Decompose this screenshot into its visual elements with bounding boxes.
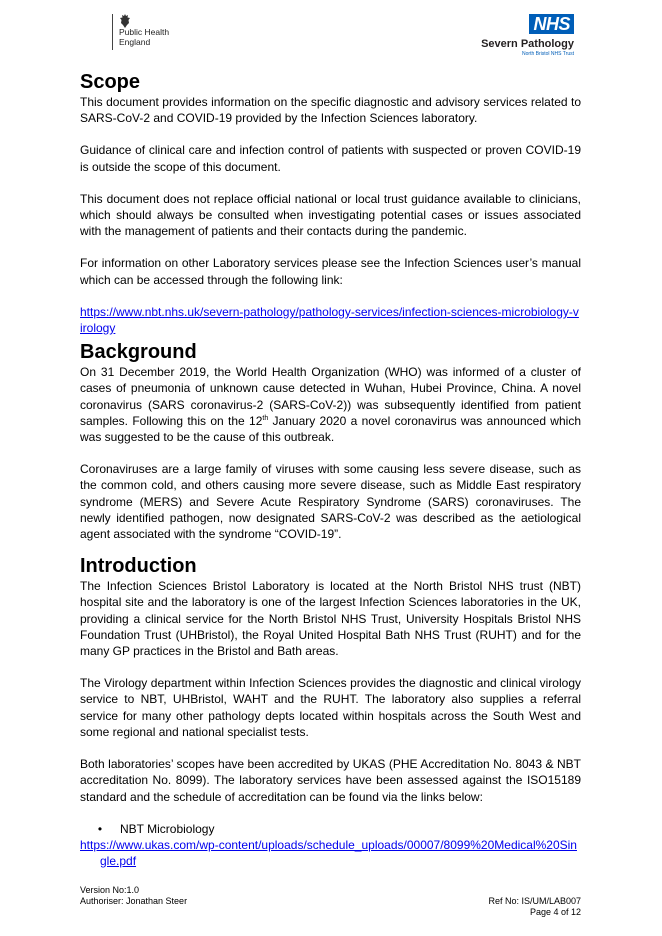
introduction-paragraph-2: The Virology department within Infection Sciences provides the diagnostic and clinical virology service to NBT, UHBristol, WAHT and the RUHT. The laboratory also supplies a referral service for many other pathology depts located within hospitals across the South West and some regional and national specialist tests. bbox=[80, 676, 581, 739]
phe-name-line2: England bbox=[119, 36, 151, 47]
reference-number: Ref No: IS/UM/LAB007 bbox=[488, 896, 581, 906]
phe-logo bbox=[112, 14, 169, 52]
introduction-heading: Introduction bbox=[80, 555, 197, 578]
scope-paragraph-4: For information on other Laboratory services please see the Infection Sciences user’s manual which can be accessed through the following link: bbox=[80, 256, 581, 287]
scope-heading: Scope bbox=[80, 71, 141, 93]
page-footer bbox=[80, 885, 581, 917]
introduction-paragraph-3: Both laboratories’ scopes have been accredited by UKAS (PHE Accreditation No. 8043 & NBT accreditation No. 8099). The laboratory services have been assessed against the ISO15189 standard and the schedule of accreditation can be found via the links below: bbox=[80, 757, 581, 804]
bullet-icon: • bbox=[97, 821, 103, 836]
bullet-label: NBT Microbiology bbox=[120, 821, 215, 836]
list-item bbox=[80, 821, 581, 837]
authoriser: Authoriser: Jonathan Steer bbox=[80, 896, 188, 906]
phe-logo-divider bbox=[112, 14, 113, 50]
scope-paragraph-3: This document does not replace official national or local trust guidance available to clinicians, which should always be consulted when investigating potential cases or issues associated with the management of patients and their contacts during the pandemic. bbox=[80, 191, 581, 239]
background-paragraph-1: On 31 December 2019, the World Health Organization (WHO) was informed of a cluster of cases of pneumonia of unknown cause detected in Wuhan, Hubei Province, China. A novel coronavirus (SARS coronavirus-2 (SARS-CoV-2)) was subsequently identified from patient samples. Following this on the 12th January 2020 a novel coronavirus was announced which was suggested to be the cause of this outbreak. bbox=[80, 365, 581, 445]
user-manual-link[interactable]: https://www.nbt.nhs.uk/severn-pathology/pathology-services/infection-sciences-microbiology-virology bbox=[80, 304, 579, 336]
introduction-paragraph-1: The Infection Sciences Bristol Laboratory is located at the North Bristol NHS trust (NBT) hospital site and the laboratory is one of the largest Infection Sciences laboratories in the UK, providing a clinical service for the North Bristol NHS Trust, University Hospitals Bristol NHS Foundation Trust (UHBristol), the Royal United Hospital Bath NHS Trust (RUHT) and for the many GP practices in the Bristol and Bath areas. bbox=[80, 579, 581, 659]
phe-name-line1: Public Health bbox=[119, 27, 170, 37]
version-number: Version No:1.0 bbox=[80, 885, 140, 895]
scope-paragraph-1: This document provides information on the specific diagnostic and advisory services related to SARS-CoV-2 and COVID-19 provided by the Infection Sciences laboratory. bbox=[80, 95, 581, 126]
background-paragraph-2: Coronaviruses are a large family of viruses with some causing less severe disease, such as the common cold, and others causing more severe disease, such as Middle East respiratory syndrome (MERS) and Severe Acute Respiratory Syndrome (SARS) coronaviruses. The newly identified pathogen, now designated SARS-CoV-2 was described as the aetiological agent associated with the syndrome “COVID-19”. bbox=[80, 462, 581, 542]
nhs-logo bbox=[474, 14, 574, 57]
org-subtitle: North Bristol NHS Trust bbox=[522, 51, 574, 57]
page-number: Page 4 of 12 bbox=[529, 907, 581, 917]
ukas-schedule-link[interactable]: https://www.ukas.com/wp-content/uploads/schedule_uploads/00007/8099%20Medical%20Single.pdf bbox=[80, 837, 577, 868]
document-body bbox=[80, 70, 581, 869]
scope-paragraph-2: Guidance of clinical care and infection control of patients with suspected or proven COVID-19 is outside the scope of this document. bbox=[80, 143, 581, 174]
royal-crest-icon bbox=[119, 14, 131, 28]
nhs-badge: NHS bbox=[529, 14, 574, 34]
background-heading: Background bbox=[80, 341, 197, 364]
org-name: Severn Pathology bbox=[481, 38, 574, 50]
